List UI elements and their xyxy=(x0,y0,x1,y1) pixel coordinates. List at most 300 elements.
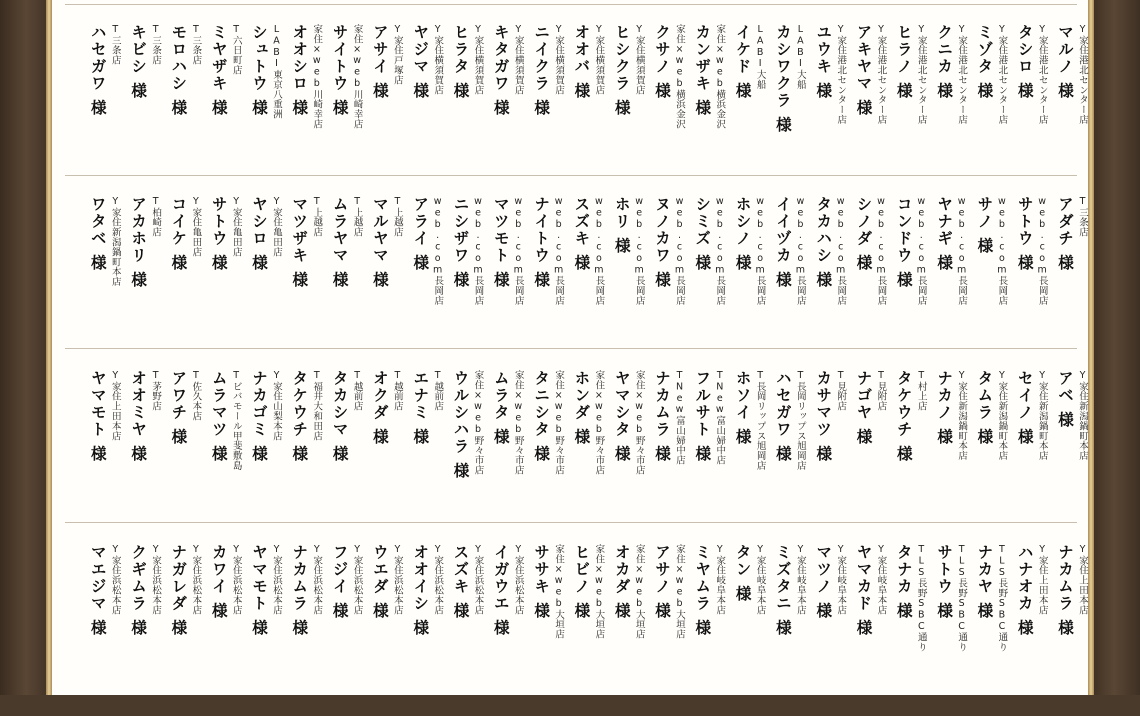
person-name xyxy=(331,196,349,289)
store-name: web.com長岡店 xyxy=(1036,196,1048,306)
name-entry xyxy=(450,24,490,196)
name-entry xyxy=(248,544,288,716)
honorific: 様 xyxy=(169,619,188,637)
honorific: 様 xyxy=(370,602,389,620)
person-name xyxy=(572,370,590,446)
honorific: 様 xyxy=(290,619,309,637)
name-entry xyxy=(208,544,248,716)
store-name: 家住×web野々市店 xyxy=(472,370,484,475)
honorific: 様 xyxy=(88,254,107,272)
honorific: 様 xyxy=(572,254,591,272)
store-name: T上越店 xyxy=(311,196,323,238)
name-text: ナカゴミ xyxy=(250,370,268,438)
name-entry xyxy=(853,544,893,716)
honorific: 様 xyxy=(330,445,349,463)
store-name: 家住×web野々市店 xyxy=(633,370,645,475)
name-entry xyxy=(772,196,812,368)
store-name: 家住×web大垣店 xyxy=(593,544,605,640)
name-text: オオミヤ xyxy=(129,370,148,438)
name-entry xyxy=(812,370,852,542)
person-name xyxy=(210,24,228,117)
honorific: 様 xyxy=(88,445,107,463)
honorific: 様 xyxy=(733,254,752,272)
name-text: キタガワ xyxy=(491,24,510,92)
name-text: ヤマカド xyxy=(854,544,873,612)
name-entry xyxy=(87,544,127,716)
person-name xyxy=(492,370,510,446)
store-name: T福井大和田店 xyxy=(311,370,323,441)
person-name xyxy=(814,24,832,100)
name-text: ニイクラ xyxy=(532,24,551,92)
person-name xyxy=(331,544,349,620)
honorific: 様 xyxy=(854,254,873,272)
store-name: T越前店 xyxy=(391,370,403,412)
name-text: モロハシ xyxy=(169,24,188,92)
name-entry xyxy=(1054,544,1094,716)
store-name: 家住×web野々市店 xyxy=(512,370,524,475)
person-name xyxy=(653,24,671,100)
store-name: Y家住港北センター店 xyxy=(915,24,927,125)
store-name: 家住×web大垣店 xyxy=(674,544,685,640)
name-entry xyxy=(732,24,772,196)
store-name: Y家住新潟鍋町本店 xyxy=(956,370,968,461)
name-text: セイノ xyxy=(1015,370,1034,421)
name-entry xyxy=(1054,24,1094,196)
person-name xyxy=(935,24,953,100)
honorific: 様 xyxy=(854,99,873,117)
honorific: 様 xyxy=(209,254,228,272)
honorific: 様 xyxy=(330,602,349,620)
name-text: ムラタ xyxy=(491,370,510,421)
honorific: 様 xyxy=(773,271,792,289)
store-name: T上越店 xyxy=(391,196,403,238)
person-name xyxy=(975,24,993,100)
name-text: ユウキ xyxy=(814,24,833,75)
name-entry xyxy=(812,544,852,716)
name-entry xyxy=(490,24,530,196)
name-entry xyxy=(329,370,369,542)
person-name xyxy=(411,370,429,446)
honorific: 様 xyxy=(451,462,470,480)
person-name xyxy=(572,544,590,620)
store-name: Y家住岐阜本店 xyxy=(794,544,806,615)
name-entry xyxy=(409,24,449,196)
honorific: 様 xyxy=(1015,82,1034,100)
name-entry xyxy=(973,544,1013,716)
person-name xyxy=(371,544,389,620)
person-name xyxy=(572,196,590,272)
name-entry xyxy=(611,196,651,368)
honorific: 様 xyxy=(693,99,712,117)
name-text: ナカムラ xyxy=(290,544,309,612)
honorific: 様 xyxy=(209,602,228,620)
honorific: 様 xyxy=(330,271,349,289)
person-name xyxy=(210,370,228,463)
honorific: 様 xyxy=(612,602,631,620)
honorific: 様 xyxy=(935,254,954,272)
person-name xyxy=(210,544,228,620)
honorific: 様 xyxy=(733,82,752,100)
name-entry xyxy=(208,196,248,368)
store-name: web.com長岡店 xyxy=(754,196,766,306)
name-text: クサノ xyxy=(653,24,671,75)
name-entry xyxy=(167,370,207,542)
person-name xyxy=(613,370,631,463)
name-entry xyxy=(933,370,973,542)
name-entry xyxy=(853,24,893,196)
name-text: イケド xyxy=(733,24,752,75)
store-name: web.com長岡店 xyxy=(633,196,645,306)
person-name xyxy=(855,370,873,446)
name-entry xyxy=(1014,24,1054,196)
person-name xyxy=(492,196,510,289)
person-name xyxy=(613,196,631,255)
store-name: Y家住岐阜本店 xyxy=(754,544,766,615)
honorific: 様 xyxy=(370,271,389,289)
name-entry xyxy=(1014,544,1054,716)
name-entry xyxy=(530,24,570,196)
name-entry xyxy=(933,544,973,716)
honorific: 様 xyxy=(88,99,107,117)
store-name: Y家住浜松本店 xyxy=(109,544,121,615)
person-name xyxy=(734,544,752,603)
person-name xyxy=(250,544,268,637)
honorific: 様 xyxy=(129,271,148,289)
store-name: Y家住新潟鍋町本店 xyxy=(1077,370,1088,461)
store-name: T見附店 xyxy=(875,370,887,412)
name-text: ナカヤ xyxy=(975,544,994,595)
person-name xyxy=(935,196,953,272)
honorific: 様 xyxy=(894,82,913,100)
name-text: マツザキ xyxy=(290,196,309,264)
name-entry xyxy=(611,370,651,542)
honorific: 様 xyxy=(451,602,470,620)
name-entry xyxy=(87,370,127,542)
store-name: web.com長岡店 xyxy=(956,196,968,306)
name-text: ミヤザキ xyxy=(209,24,228,92)
name-entry xyxy=(893,544,933,716)
frame-right xyxy=(1088,0,1140,695)
person-name xyxy=(1016,196,1034,272)
name-text: オオシロ xyxy=(290,24,309,92)
name-entry xyxy=(167,544,207,716)
name-row xyxy=(52,544,1088,716)
person-name xyxy=(492,544,510,637)
name-entry xyxy=(812,24,852,196)
honorific: 様 xyxy=(1015,428,1034,446)
person-name xyxy=(693,196,711,272)
store-name: Y家住横須賀店 xyxy=(553,24,565,95)
store-name: Y家住岐阜本店 xyxy=(875,544,887,615)
name-text: ササキ xyxy=(532,544,551,595)
name-row xyxy=(52,370,1088,542)
name-text: カワイ xyxy=(209,544,228,595)
honorific: 様 xyxy=(330,99,349,117)
person-name xyxy=(1056,24,1074,100)
store-name: 家住×web大垣店 xyxy=(553,544,565,640)
store-name: web.com長岡店 xyxy=(512,196,524,306)
name-text: タカシマ xyxy=(330,370,349,438)
honorific: 様 xyxy=(975,428,994,446)
person-name xyxy=(250,196,268,272)
store-name: T長岡リップス旭岡店 xyxy=(794,370,806,471)
person-name xyxy=(452,544,470,620)
divider-line xyxy=(65,4,1077,5)
name-text: タナカ xyxy=(894,544,913,595)
person-name xyxy=(532,24,550,117)
honorific: 様 xyxy=(935,602,954,620)
honorific: 様 xyxy=(411,82,430,100)
honorific: 様 xyxy=(491,619,510,637)
person-name xyxy=(290,196,308,289)
person-name xyxy=(89,544,107,637)
store-name: web.com長岡店 xyxy=(835,196,847,306)
person-name xyxy=(331,24,349,117)
honorific: 様 xyxy=(693,619,712,637)
store-name: TLS長野SBC通り xyxy=(996,544,1008,652)
name-entry xyxy=(651,544,691,716)
name-entry xyxy=(691,544,731,716)
name-text: ホソイ xyxy=(733,370,752,421)
store-name: web.com長岡店 xyxy=(915,196,927,306)
honorific: 様 xyxy=(532,445,551,463)
honorific: 様 xyxy=(451,271,470,289)
frame-left xyxy=(0,0,52,695)
person-name xyxy=(935,544,953,620)
honorific: 様 xyxy=(572,428,591,446)
name-entry xyxy=(1014,370,1054,542)
store-name: web.com長岡店 xyxy=(996,196,1008,306)
person-name xyxy=(371,24,389,100)
honorific: 様 xyxy=(814,82,833,100)
honorific: 様 xyxy=(491,271,510,289)
person-name xyxy=(774,370,792,463)
honorific: 様 xyxy=(250,619,268,637)
name-entry xyxy=(208,370,248,542)
honorific: 様 xyxy=(894,445,913,463)
store-name: Y家住岐阜本店 xyxy=(714,544,726,615)
honorific: 様 xyxy=(1015,619,1034,637)
name-list-sheet xyxy=(52,0,1088,695)
store-name: web.com長岡店 xyxy=(794,196,806,306)
name-text: タン xyxy=(733,544,752,578)
honorific: 様 xyxy=(814,445,833,463)
person-name xyxy=(1056,196,1074,272)
honorific: 様 xyxy=(854,428,873,446)
person-name xyxy=(89,370,107,463)
name-text: スズキ xyxy=(572,196,591,247)
honorific: 様 xyxy=(894,602,913,620)
name-entry xyxy=(490,196,530,368)
store-name: T六日町店 xyxy=(230,24,242,75)
store-name: Y家住横須賀店 xyxy=(432,24,444,95)
person-name xyxy=(331,370,349,463)
honorific: 様 xyxy=(250,445,268,463)
store-name: Y家住浜松本店 xyxy=(512,544,524,615)
person-name xyxy=(532,196,550,289)
person-name xyxy=(169,544,187,637)
name-text: フルサト xyxy=(693,370,712,438)
name-text: サイトウ xyxy=(330,24,349,92)
name-text: マツモト xyxy=(491,196,510,264)
name-entry xyxy=(570,24,610,196)
store-name: T長岡リップス旭岡店 xyxy=(754,370,766,471)
name-entry xyxy=(611,24,651,196)
name-entry xyxy=(1054,370,1094,542)
name-text: ウエダ xyxy=(370,544,389,595)
honorific: 様 xyxy=(653,445,671,463)
store-name: 家住×web野々市店 xyxy=(553,370,565,475)
name-entry xyxy=(288,544,328,716)
name-text: ハナオカ xyxy=(1015,544,1034,612)
person-name xyxy=(371,196,389,289)
name-entry xyxy=(127,544,167,716)
name-entry xyxy=(530,544,570,716)
person-name xyxy=(250,24,268,117)
name-text: フジイ xyxy=(330,544,349,595)
name-text: サトウ xyxy=(209,196,228,247)
store-name: web.com長岡店 xyxy=(714,196,726,306)
name-text: ナガレダ xyxy=(169,544,188,612)
store-name: 家住×web横浜金沢 xyxy=(714,24,726,129)
honorific: 様 xyxy=(975,237,994,255)
name-text: イガウエ xyxy=(491,544,510,612)
store-name: TLS長野SBC通り xyxy=(915,544,927,652)
honorific: 様 xyxy=(1056,619,1074,637)
name-entry xyxy=(369,544,409,716)
name-entry xyxy=(1014,196,1054,368)
name-entry xyxy=(288,196,328,368)
honorific: 様 xyxy=(88,619,107,637)
name-text: ナゴヤ xyxy=(854,370,873,421)
name-text: ヤマモト xyxy=(88,370,107,438)
store-name: T三条店 xyxy=(1077,196,1088,238)
name-entry xyxy=(248,196,288,368)
name-text: ヌノカワ xyxy=(653,196,671,264)
name-text: タカハシ xyxy=(814,196,833,264)
honorific: 様 xyxy=(814,271,833,289)
honorific: 様 xyxy=(935,428,954,446)
store-name: 家住×web横浜金沢 xyxy=(674,24,685,129)
person-name xyxy=(129,24,147,100)
store-name: T茅野店 xyxy=(150,370,162,412)
honorific: 様 xyxy=(814,602,833,620)
honorific: 様 xyxy=(250,254,268,272)
name-text: マルノ xyxy=(1056,24,1074,75)
store-name: 家住×web川崎幸店 xyxy=(311,24,323,129)
store-name: T柏崎店 xyxy=(150,196,162,238)
name-text: ヤジマ xyxy=(411,24,430,75)
name-text: マルヤマ xyxy=(370,196,389,264)
person-name xyxy=(452,24,470,100)
honorific: 様 xyxy=(370,428,389,446)
store-name: Y家住新潟鍋町本店 xyxy=(109,196,121,287)
name-text: アダチ xyxy=(1056,196,1074,247)
store-name: Y家住港北センター店 xyxy=(956,24,968,125)
honorific: 様 xyxy=(411,428,430,446)
person-name xyxy=(532,544,550,620)
store-name: T三条店 xyxy=(190,24,202,66)
honorific: 様 xyxy=(532,99,551,117)
name-text: アサノ xyxy=(653,544,671,595)
name-text: オオバ xyxy=(572,24,591,75)
person-name xyxy=(129,370,147,463)
person-name xyxy=(814,196,832,289)
person-name xyxy=(290,544,308,637)
name-entry xyxy=(530,196,570,368)
honorific: 様 xyxy=(653,82,671,100)
store-name: Y家住横須賀店 xyxy=(633,24,645,95)
name-text: ヤナギ xyxy=(935,196,954,247)
store-name: Y家住浜松本店 xyxy=(391,544,403,615)
person-name xyxy=(613,544,631,620)
person-name xyxy=(855,24,873,117)
store-name: web.com長岡店 xyxy=(875,196,887,306)
name-entry xyxy=(691,370,731,542)
honorific: 様 xyxy=(733,585,752,603)
name-entry xyxy=(853,370,893,542)
name-text: ホリ xyxy=(612,196,631,230)
name-text: ホンダ xyxy=(572,370,591,421)
store-name: T越前店 xyxy=(432,370,444,412)
store-name: Y家住浜松本店 xyxy=(311,544,323,615)
name-entry xyxy=(87,196,127,368)
name-text: ワタベ xyxy=(88,196,107,247)
store-name: 家住×web野々市店 xyxy=(593,370,605,475)
name-entry xyxy=(450,370,490,542)
honorific: 様 xyxy=(612,99,631,117)
honorific: 様 xyxy=(1056,254,1074,272)
store-name: Y家住上田本店 xyxy=(1077,544,1088,615)
name-text: スズキ xyxy=(451,544,470,595)
name-text: ニシザワ xyxy=(451,196,470,264)
store-name: Y家住港北センター店 xyxy=(996,24,1008,125)
person-name xyxy=(975,370,993,446)
name-text: ナカムラ xyxy=(1056,544,1074,612)
store-name: LABI大船 xyxy=(754,24,766,90)
person-name xyxy=(169,370,187,446)
name-text: ミヤムラ xyxy=(693,544,712,612)
honorific: 様 xyxy=(773,445,792,463)
honorific: 様 xyxy=(532,271,551,289)
honorific: 様 xyxy=(290,445,309,463)
name-entry xyxy=(691,196,731,368)
store-name: Y家住浜松本店 xyxy=(351,544,363,615)
person-name xyxy=(371,370,389,446)
honorific: 様 xyxy=(290,271,309,289)
honorific: 様 xyxy=(169,254,188,272)
name-entry xyxy=(329,196,369,368)
honorific: 様 xyxy=(1056,411,1074,429)
store-name: LABI大船 xyxy=(794,24,806,90)
honorific: 様 xyxy=(894,271,913,289)
name-entry xyxy=(651,196,691,368)
store-name: TLS長野SBC通り xyxy=(956,544,968,652)
name-text: アライ xyxy=(411,196,430,247)
name-entry xyxy=(570,544,610,716)
store-name: web.com長岡店 xyxy=(553,196,565,306)
honorific: 様 xyxy=(129,82,148,100)
name-entry xyxy=(772,544,812,716)
person-name xyxy=(895,370,913,463)
person-name xyxy=(1056,544,1074,637)
name-text: タムラ xyxy=(975,370,994,421)
person-name xyxy=(290,24,308,117)
person-name xyxy=(814,544,832,620)
name-entry xyxy=(409,544,449,716)
name-text: オオイシ xyxy=(411,544,430,612)
name-text: タシロ xyxy=(1015,24,1034,75)
